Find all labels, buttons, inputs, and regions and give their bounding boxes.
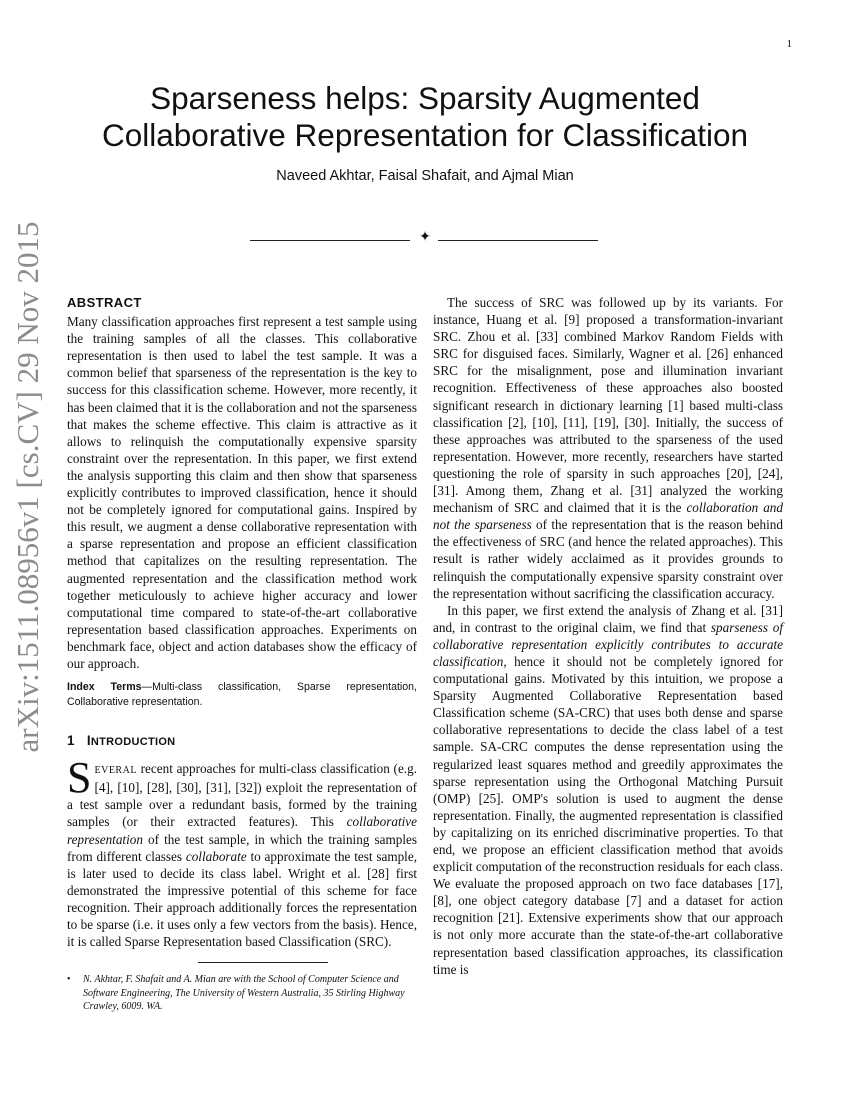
introduction-paragraph (67, 753, 417, 950)
divider-rule-left (250, 240, 410, 241)
divider-rule-right (438, 240, 598, 241)
intro-italic-1: collaborative representation (67, 814, 417, 847)
intro-text-3: to approximate the test sample, is later used to decide its class label. Wright et al. [28] first demonstrated the impressive potential of this scheme for face recognition. Their approach additionally forces the representation to be sparse (i.e. it uses only a few vectors from the basis). Hence, it is called Sparse Representation based Classification (SRC). (67, 848, 417, 950)
footnote-rule (198, 962, 328, 963)
right-paragraph-2 (433, 602, 783, 978)
title-line-2: Collaborative Representation for Classification (101, 117, 749, 153)
right-p2-italic: sparseness of collaborative representation explicitly contributes to accurate classification (433, 619, 783, 669)
intro-italic-2: collaborate (185, 848, 247, 864)
index-terms-text: —Multi-class classification, Sparse representation, Collaborative representation. (67, 681, 417, 709)
affiliation-footnote (67, 973, 417, 1014)
intro-text-1: recent approaches for multi-class classification (e.g. [4], [10], [28], [30], [31], [32]) exploit the representation of a test sample over a redundant basis, formed by the training samples (or their extracted features). This (67, 761, 417, 830)
abstract-text: Many classification approaches first represent a test sample using the training samples of all the classes. This collaborative representation is then used to label the test sample. It was a common belief that sparseness of the representation is the key to success for this classification scheme. However, more recently, it has been claimed that it is the collaboration and not the sparseness that makes the scheme effective. This claim is attractive as it allows to relinquish the computationally expensive sparsity constraint over the representation. In this paper, we first extend the analysis supporting this claim and then show that sparseness explicitly contributes to improved classification, hence it should not be completely ignored for computational gains. Inspired by this result, we augment a dense collaborative representation with a sparse representation and propose an efficient classification method that capitalizes on the resulting representation. The augmented representation and the classification method work together meticulously to achieve higher accuracy and lower computational time compared to state-of-the-art collaborative representation based classification approaches. Experiments on benchmark face, object and action databases show the efficacy of our approach. (67, 314, 417, 671)
right-p2-text-a: In this paper, we first extend the analysis of Zhang et al. [31] and, in contrast to the original claim, we find that (433, 602, 783, 635)
author-list: Naveed Akhtar, Faisal Shafait, and Ajmal Mian (276, 168, 574, 184)
dropcap-letter: S (67, 753, 92, 803)
footnote-bullet-icon: • (67, 974, 71, 986)
right-column (433, 294, 783, 978)
section-title-rest: NTRODUCTION (90, 736, 176, 749)
page-number: 1 (786, 38, 792, 50)
section-number: 1 (67, 733, 75, 749)
right-p2-text-b: , hence it should not be completely ignored for computational gains. Motivated by this intuition, we propose a Sparsity Augmented Collaborative Representation based Classification scheme (SA-CRC) that uses both dense and sparse collaborative representations to decide the class label of a test sample. SA-CRC computes the dense representation using the regularized least squares method and greedily approximates the sparse representation using the Orthogonal Matching Pursuit (OMP) [25]. OMP's solution is used to augment the dense representation. Finally, the augmented representation is classified by capitalizing on its enriched discriminative properties. To that end, we propose an efficient classification method that avoids explicit computation of the reconstruction residuals for each class. We evaluate the proposed approach on two face databases [17], [8], one object category database [7] and a dataset for action recognition [21]. Extensive experiments show that our approach is not only more accurate than the state-of-the-art collaborative representation based classification approaches, its classification time is (433, 653, 783, 977)
abstract-heading: ABSTRACT (67, 295, 142, 310)
intro-text-2: of the test sample, in which the training samples from different classes (67, 831, 417, 864)
right-paragraph-1 (433, 294, 783, 602)
right-p1-text-a: The success of SRC was followed up by its variants. For instance, Huang et al. [9] proposed a transformation-invariant SRC. Zhou et al. [33] combined Markov Random Fields with SRC for disguised faces. Similarly, Wagner et al. [26] enhanced SRC for the misalignment, pose and illumination invariant recognition. Effectiveness of these approaches also boosted significant research in dictionary learning [1] based multi-class classification [2], [10], [11], [19], [30]. Initially, the success of these approaches was attributed to the sparseness of the used representation. However, more recently, researchers have started questioning the role of sparsity in such approaches [20], [24], [31]. Among them, Zhang et al. [31] analyzed the working mechanism of SRC and claimed that it is the (433, 295, 783, 516)
index-terms (67, 680, 417, 710)
paper-title (60, 80, 790, 154)
arxiv-identifier-stamp: arXiv:1511.08956v1 [cs.CV] 29 Nov 2015 (10, 221, 45, 753)
left-column (67, 294, 417, 1014)
right-p1-text-b: of the representation that is the reason behind the effectiveness of SRC (and hence the related approaches). This result is rather widely acclaimed as it provides grounds to relinquish the computationally expensive sparsity constraint over the representation without sacrificing the classification accuracy. (433, 517, 783, 601)
title-line-1: Sparseness helps: Sparsity Augmented (150, 80, 700, 116)
index-terms-label: Index Terms (67, 681, 142, 694)
right-p1-italic: collaboration and not the sparseness (433, 500, 783, 533)
intro-lead-smallcaps: EVERAL (94, 765, 137, 777)
section-heading-introduction (67, 732, 417, 751)
divider-diamond-icon: ✦ (419, 230, 431, 245)
section-title-first: I (86, 733, 91, 749)
footnote-text: N. Akhtar, F. Shafait and A. Mian are with the School of Computer Science and Software Engineering, The University of Western Australia, 35 Stirling Highway Crawley, 6009. WA. (83, 974, 405, 1013)
